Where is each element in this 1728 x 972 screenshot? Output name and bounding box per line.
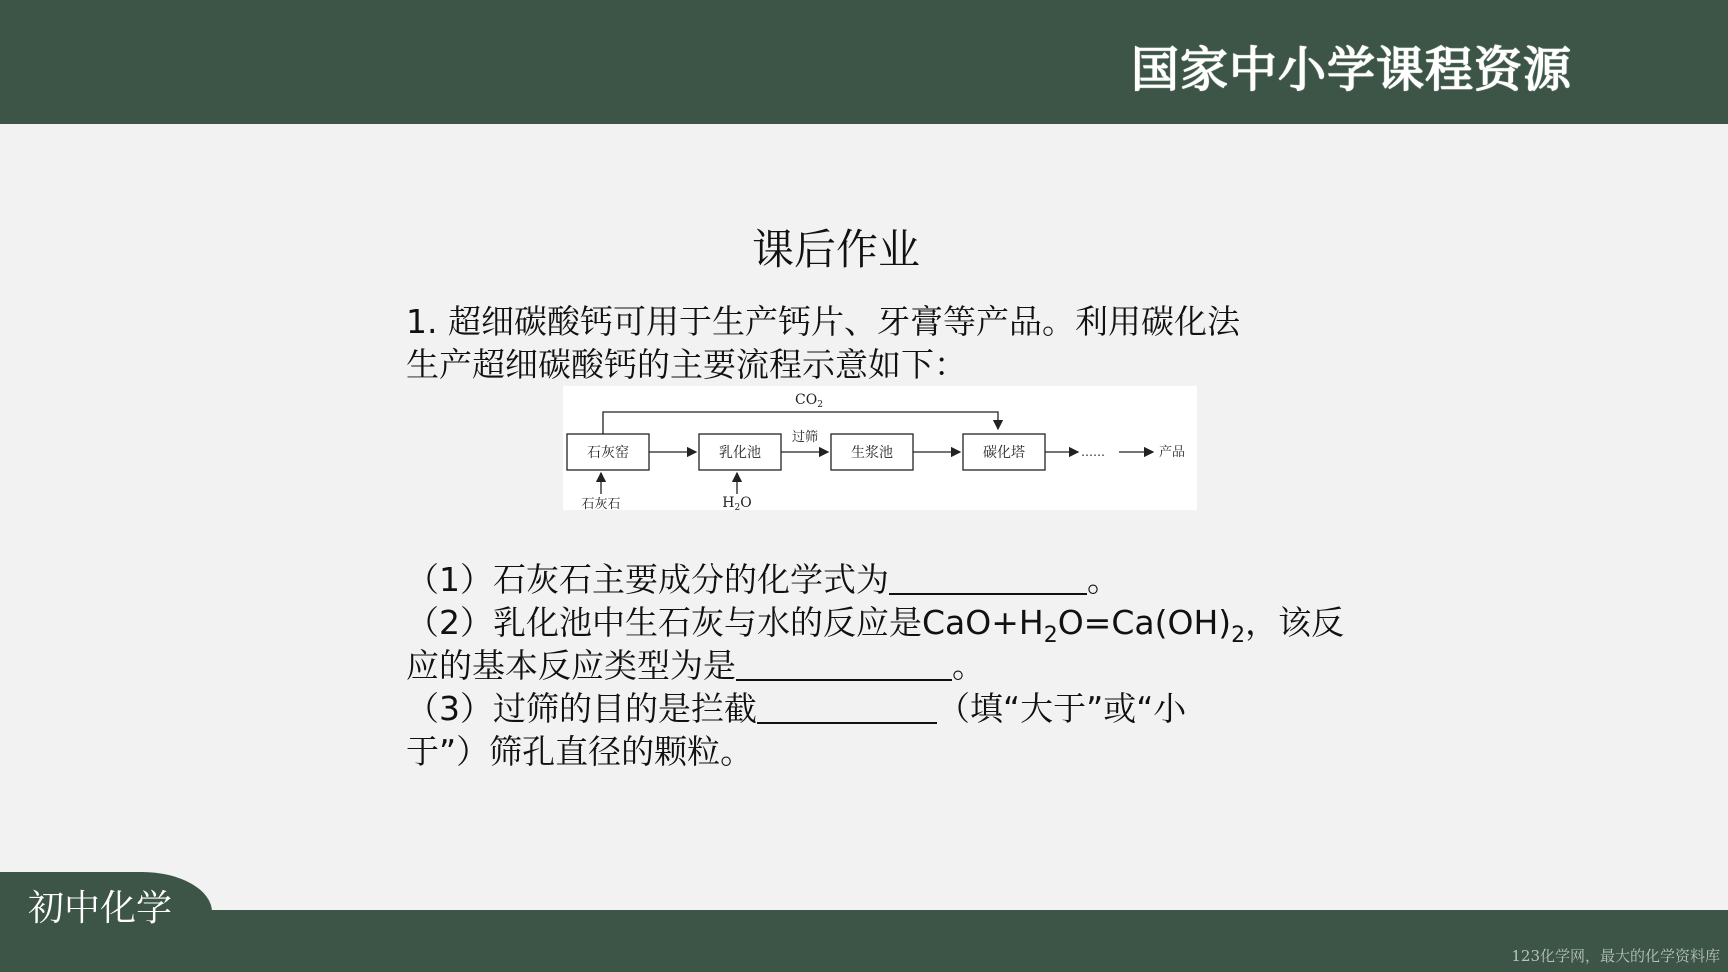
answer-blank-1[interactable] — [889, 563, 1087, 595]
sub-question-3-line-1 — [406, 687, 1346, 730]
process-flow-diagram — [563, 386, 1197, 510]
footer-bar — [0, 910, 1728, 972]
sub-question-2-text-b: O=Ca(OH) — [1057, 603, 1232, 642]
filter-label: 过筛 — [791, 430, 819, 445]
page-title: 课后作业 — [751, 225, 920, 274]
answer-blank-3[interactable] — [757, 692, 937, 724]
co2-label: $CO_2$ — [795, 392, 823, 410]
lime-kiln-label: 石灰窑 — [587, 445, 629, 461]
emulsion-tank-label: 乳化池 — [719, 445, 761, 461]
product-label: 产品 — [1159, 445, 1186, 460]
sub-question-2-end: 。 — [952, 646, 985, 685]
sub-question-3-line-2: 于”）筛孔直径的颗粒。 — [406, 732, 754, 771]
sub-question-1-text: （1）石灰石主要成分的化学式为 — [406, 560, 889, 599]
slurry-tank-label: 生浆池 — [851, 445, 893, 461]
sub-question-3-text-a: （3）过筛的目的是拦截 — [406, 689, 757, 728]
question-1-line-1: 1. 超细碳酸钙可用于生产钙片、牙膏等产品。利用碳化法 — [406, 302, 1240, 341]
sub-question-2-line-2 — [406, 644, 1346, 687]
continuation-dots: …… — [1081, 445, 1105, 459]
carbonation-tower-label: 碳化塔 — [983, 445, 1025, 461]
answer-blank-2[interactable] — [736, 649, 952, 681]
subscript-2a: 2 — [1043, 623, 1058, 648]
subscript-2b: 2 — [1231, 623, 1246, 648]
sub-question-3-text-b: （填“大于”或“小 — [937, 689, 1187, 728]
sub-question-2-text-c: ，该反 — [1245, 603, 1345, 642]
brand-logo-text: 国家中小学课程资源 — [1130, 42, 1572, 98]
sub-question-1-end: 。 — [1087, 560, 1120, 599]
limestone-input-label: 石灰石 — [581, 497, 621, 510]
sub-question-1 — [406, 558, 1346, 601]
watermark-text: 123化学网，最大的化学资料库 — [1511, 947, 1720, 965]
sub-question-2-text-a: （2）乳化池中生石灰与水的反应是CaO+H — [406, 603, 1044, 642]
sub-question-2-line-2-text: 应的基本反应类型为是 — [406, 646, 736, 685]
question-1-line-2: 生产超细碳酸钙的主要流程示意如下： — [406, 345, 967, 384]
subject-label: 初中化学 — [28, 888, 173, 929]
water-input-label: $H_2O$ — [722, 495, 752, 510]
flow-diagram-svg — [563, 386, 1197, 510]
